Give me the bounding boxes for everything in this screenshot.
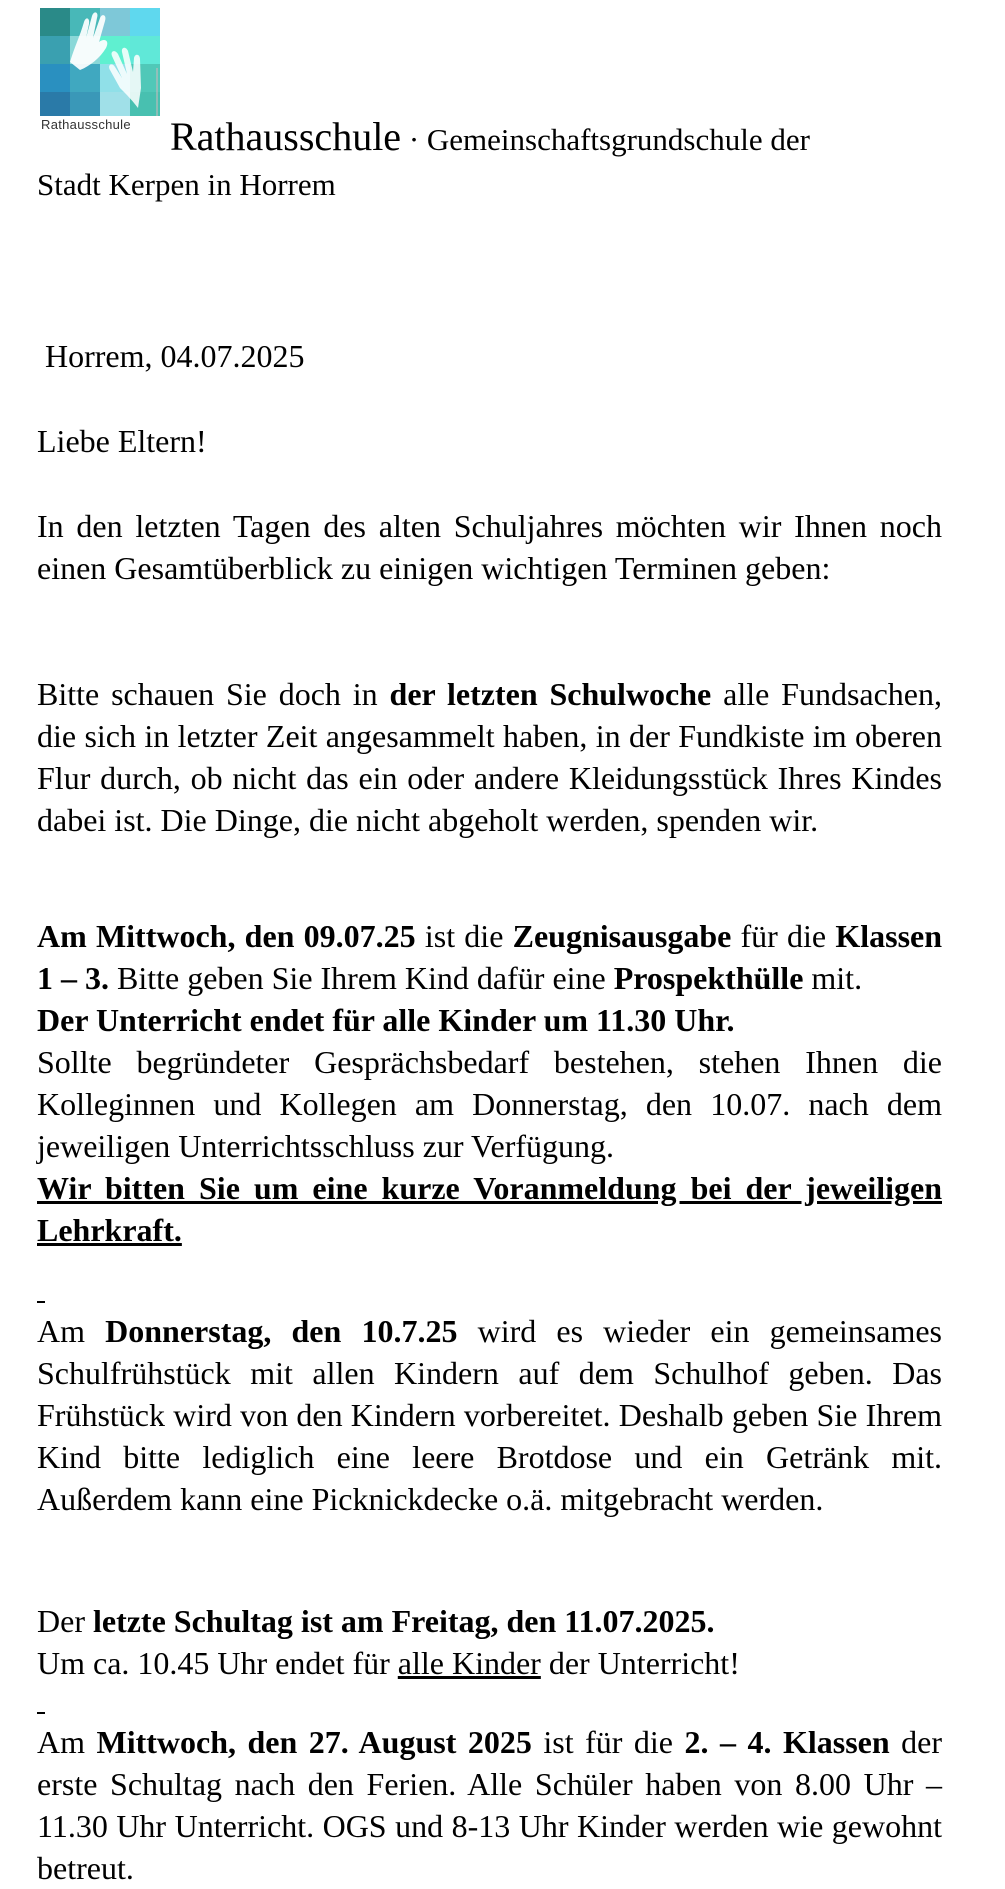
- letterhead-line1: [170, 113, 810, 160]
- date-line: Horrem, 04.07.2025: [45, 338, 305, 374]
- separator-stub: [37, 1712, 45, 1714]
- header-separator: ·: [401, 122, 427, 157]
- separator-stub: [37, 1301, 45, 1303]
- voranmeldung-note: Wir bitten Sie um eine kurze Voranmeldung bei der jeweiligen Lehrkraft.: [37, 1170, 942, 1248]
- school-type: Gemeinschaftsgrundschule der: [426, 122, 810, 157]
- school-name: Rathausschule: [170, 114, 402, 159]
- fruehstueck-paragraph: Am Donnerstag, den 10.7.25 wird es wieder ein gemeinsames Schulfrühstück mit allen Kindern auf dem Schulhof geben. Das Frühstück wird von den Kindern vorbereitet. Deshalb geben Sie Ihrem Kind bitte lediglich eine leere Brotdose und ein Getränk mit. Außerdem kann eine Picknickdecke o.ä. mitgebracht werden.: [37, 1313, 942, 1517]
- unterricht-endet: Der Unterricht endet für alle Kinder um 11.30 Uhr.: [37, 1002, 735, 1038]
- letterhead-line2: Stadt Kerpen in Horrem: [37, 167, 336, 202]
- fundsachen-paragraph: Bitte schauen Sie doch in der letzten Schulwoche alle Fundsachen, die sich in letzter Zeit angesammelt haben, in der Fundkiste im oberen Flur durch, ob nicht das ein oder andere Kleidungsstück Ihres Kindes dabei ist. Die Dinge, die nicht abgeholt werden, spenden wir.: [37, 676, 943, 838]
- zeugnis-paragraph: Am Mittwoch, den 09.07.25 ist die Zeugnisausgabe für die Klassen 1 – 3. Bitte geben Sie Ihrem Kind dafür eine Prospekthülle mit. Der Unterricht endet für alle Kinder um 11.30 Uhr. Sollte begründeter Gesprächsbedarf bestehen, stehen Ihnen die Kolleginnen und Kollegen am Donnerstag, den 10.07. nach dem jeweiligen Unterrichtsschluss zur Verfügung. Wir bitten Sie um eine kurze Voranmeldung bei der jeweiligen Lehrkraft.: [37, 918, 943, 1248]
- greeting: Liebe Eltern!: [37, 423, 207, 459]
- gespraech-text: Sollte begründeter Gesprächsbedarf bestehen, stehen Ihnen die Kolleginnen und Kollegen am Donnerstag, den 10.07. nach dem jeweiligen Unterrichtsschluss zur Verfügung.: [37, 1044, 942, 1164]
- alle-kinder: alle Kinder: [397, 1645, 541, 1681]
- neues-schuljahr-paragraph: Am Mittwoch, den 27. August 2025 ist für die 2. – 4. Klassen der erste Schultag nach den Ferien. Alle Schüler haben von 8.00 Uhr – 11.30 Uhr Unterricht. OGS und 8-13 Uhr Kinder werden wie gewohnt betreut.: [37, 1724, 943, 1886]
- letzter-schultag-paragraph: Der letzte Schultag ist am Freitag, den 11.07.2025. Um ca. 10.45 Uhr endet für alle Kinder der Unterricht!: [37, 1603, 740, 1681]
- logo-caption: Rathausschule: [41, 117, 131, 132]
- intro-paragraph: In den letzten Tagen des alten Schuljahres möchten wir Ihnen noch einen Gesamtüberblick zu einigen wichtigen Terminen geben:: [37, 508, 942, 586]
